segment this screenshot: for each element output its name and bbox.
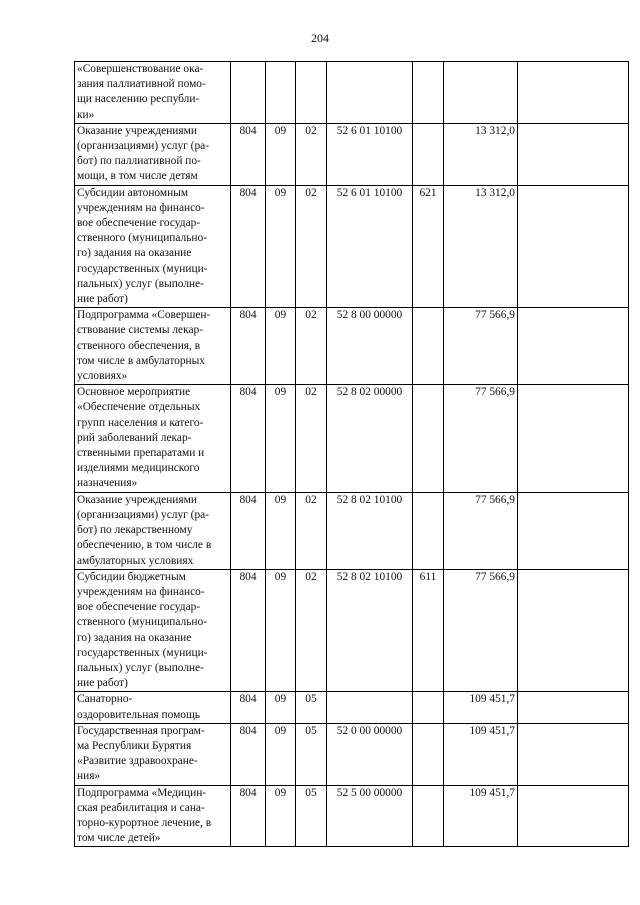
- amount: 77 566,9: [444, 569, 518, 692]
- target-article: 52 6 01 10100: [327, 123, 413, 185]
- target-article: [327, 692, 413, 723]
- subsection-code: 05: [296, 785, 327, 847]
- row-name: Оказание учреждениями (организациями) услуг (ра- бот) по паллиативной по- мощи, в том числе детям: [75, 123, 231, 185]
- subsection-code: 05: [296, 723, 327, 785]
- table-row: [75, 385, 629, 492]
- table-row: [75, 785, 629, 847]
- expense-type: [413, 692, 444, 723]
- target-article: 52 8 02 10100: [327, 569, 413, 692]
- amount: 109 451,7: [444, 723, 518, 785]
- extra-column: [518, 723, 629, 785]
- section-code: 09: [266, 692, 296, 723]
- target-article: 52 8 02 00000: [327, 385, 413, 492]
- section-code: 09: [266, 723, 296, 785]
- ministry-code: 804: [231, 569, 266, 692]
- section-code: [266, 62, 296, 124]
- row-name: Подпрограмма «Совершен- ствование системы лекар- ственного обеспечения, в том числе в амбулаторных условиях»: [75, 308, 231, 385]
- section-code: 09: [266, 123, 296, 185]
- subsection-code: 02: [296, 123, 327, 185]
- section-code: 09: [266, 785, 296, 847]
- table-row: [75, 62, 629, 124]
- table-row: [75, 123, 629, 185]
- table-row: [75, 492, 629, 569]
- table-row: [75, 185, 629, 308]
- section-code: 09: [266, 185, 296, 308]
- amount: 13 312,0: [444, 185, 518, 308]
- extra-column: [518, 185, 629, 308]
- ministry-code: 804: [231, 785, 266, 847]
- extra-column: [518, 785, 629, 847]
- subsection-code: 02: [296, 185, 327, 308]
- expense-type: [413, 723, 444, 785]
- expense-type: 611: [413, 569, 444, 692]
- table-row: [75, 569, 629, 692]
- section-code: 09: [266, 569, 296, 692]
- subsection-code: 02: [296, 569, 327, 692]
- section-code: 09: [266, 385, 296, 492]
- row-name: Субсидии бюджетным учреждениям на финансо- вое обеспечение государ- ственного (муниципально- го) задания на оказание государственных (муници- пальных) услуг (выполне- ние работ): [75, 569, 231, 692]
- table-row: [75, 692, 629, 723]
- extra-column: [518, 385, 629, 492]
- ministry-code: 804: [231, 308, 266, 385]
- target-article: 52 5 00 00000: [327, 785, 413, 847]
- row-name: Основное мероприятие «Обеспечение отдельных групп населения и катего- рий заболеваний лекар- ственными препаратами и изделиями медицинского назначения»: [75, 385, 231, 492]
- budget-table: [74, 61, 629, 847]
- subsection-code: 02: [296, 385, 327, 492]
- subsection-code: [296, 62, 327, 124]
- ministry-code: 804: [231, 185, 266, 308]
- expense-type: [413, 62, 444, 124]
- table-row: [75, 308, 629, 385]
- row-name: Субсидии автономным учреждениям на финансо- вое обеспечение государ- ственного (муниципально- го) задания на оказание государственных (муници- пальных) услуг (выполне- ние работ): [75, 185, 231, 308]
- row-name: Государственная програм- ма Республики Бурятия «Развитие здравоохране- ния»: [75, 723, 231, 785]
- amount: 77 566,9: [444, 385, 518, 492]
- ministry-code: 804: [231, 123, 266, 185]
- target-article: 52 8 02 10100: [327, 492, 413, 569]
- target-article: 52 6 01 10100: [327, 185, 413, 308]
- row-name: Оказание учреждениями (организациями) услуг (ра- бот) по лекарственному обеспечению, в том числе в амбулаторных условиях: [75, 492, 231, 569]
- target-article: 52 0 00 00000: [327, 723, 413, 785]
- expense-type: [413, 308, 444, 385]
- subsection-code: 02: [296, 492, 327, 569]
- amount: [444, 62, 518, 124]
- section-code: 09: [266, 308, 296, 385]
- section-code: 09: [266, 492, 296, 569]
- ministry-code: 804: [231, 492, 266, 569]
- ministry-code: [231, 62, 266, 124]
- ministry-code: 804: [231, 723, 266, 785]
- ministry-code: 804: [231, 385, 266, 492]
- table-row: [75, 723, 629, 785]
- subsection-code: 05: [296, 692, 327, 723]
- extra-column: [518, 123, 629, 185]
- row-name: Подпрограмма «Медицин- ская реабилитация и сана- торно-курортное лечение, в том числе детей»: [75, 785, 231, 847]
- extra-column: [518, 62, 629, 124]
- row-name: Санаторно- оздоровительная помощь: [75, 692, 231, 723]
- amount: 109 451,7: [444, 692, 518, 723]
- extra-column: [518, 569, 629, 692]
- amount: 109 451,7: [444, 785, 518, 847]
- page-number: 204: [311, 31, 329, 45]
- expense-type: [413, 385, 444, 492]
- ministry-code: 804: [231, 692, 266, 723]
- amount: 77 566,9: [444, 492, 518, 569]
- expense-type: [413, 785, 444, 847]
- row-name: «Совершенствование ока- зания паллиативной помо- щи населению республи- ки»: [75, 62, 231, 124]
- subsection-code: 02: [296, 308, 327, 385]
- expense-type: 621: [413, 185, 444, 308]
- target-article: 52 8 00 00000: [327, 308, 413, 385]
- extra-column: [518, 492, 629, 569]
- extra-column: [518, 692, 629, 723]
- amount: 13 312,0: [444, 123, 518, 185]
- target-article: [327, 62, 413, 124]
- expense-type: [413, 123, 444, 185]
- amount: 77 566,9: [444, 308, 518, 385]
- extra-column: [518, 308, 629, 385]
- expense-type: [413, 492, 444, 569]
